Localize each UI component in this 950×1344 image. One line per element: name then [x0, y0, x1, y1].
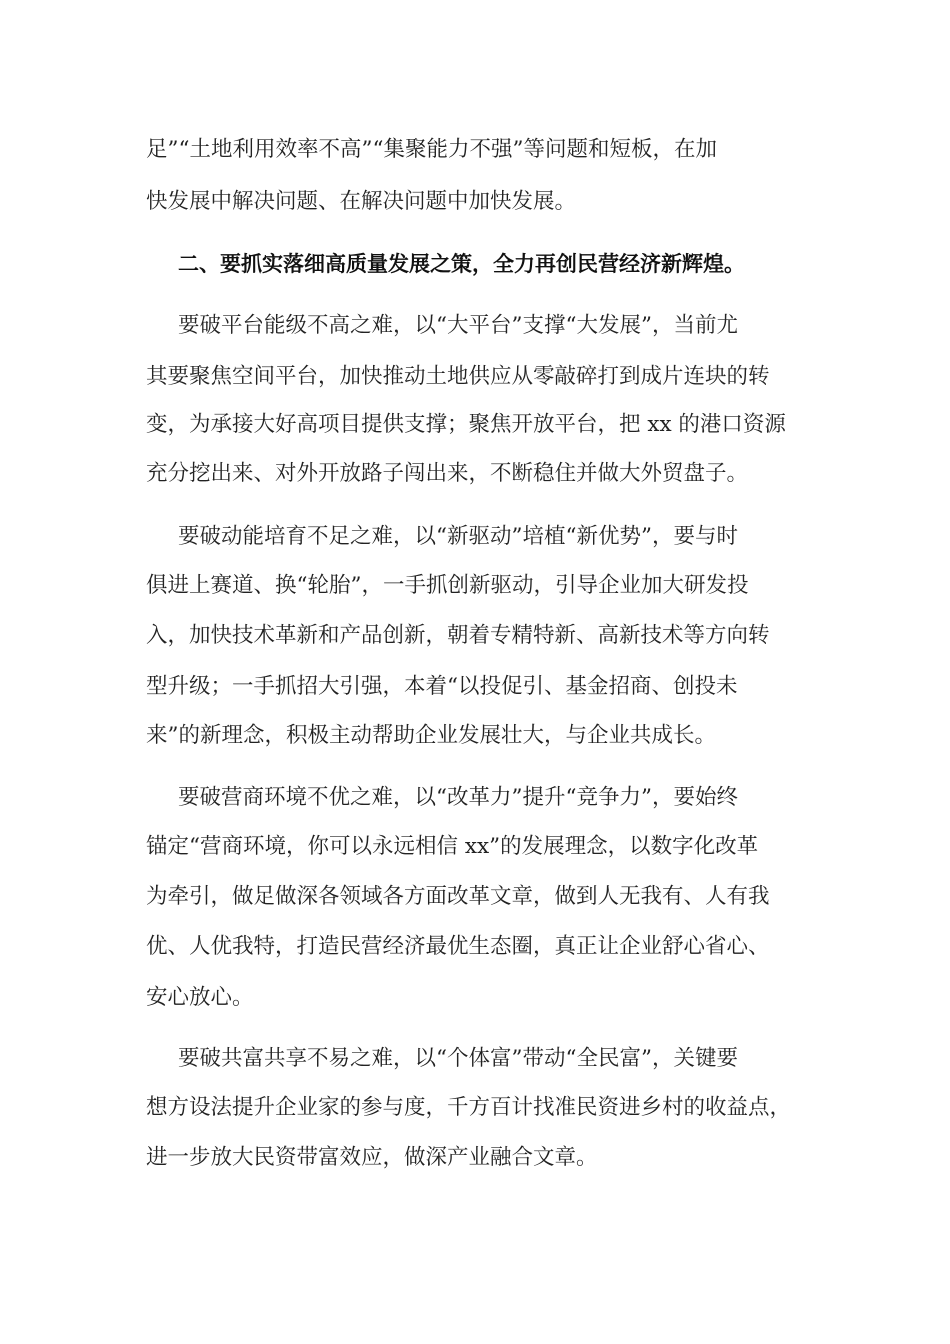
section-heading: 二、要抓实落细高质量发展之策，全力再创民营经济新辉煌。	[178, 252, 745, 276]
text-line: 想方设法提升企业家的参与度，千方百计找准民资进乡村的收益点，	[146, 1095, 792, 1120]
text-line: 要破动能培育不足之难，以“新驱动”培植“新优势”，要与时	[178, 524, 738, 549]
text-line: 快发展中解决问题、在解决问题中加快发展。	[146, 189, 577, 214]
text-line: 为牵引，做足做深各领域各方面改革文章，做到人无我有、人有我	[146, 884, 770, 909]
text-line: 锚定“营商环境，你可以永远相信 xx”的发展理念，以数字化改革	[146, 834, 759, 859]
text-line: 来”的新理念，积极主动帮助企业发展壮大，与企业共成长。	[146, 723, 716, 748]
text-line: 进一步放大民资带富效应，做深产业融合文章。	[146, 1145, 598, 1170]
text-line: 其要聚焦空间平台，加快推动土地供应从零敲碎打到成片连块的转	[146, 364, 770, 389]
text-line: 安心放心。	[146, 985, 254, 1010]
text-line: 入，加快技术革新和产品创新，朝着专精特新、高新技术等方向转	[146, 623, 770, 648]
text-line: 要破共富共享不易之难，以“个体富”带动“全民富”，关键要	[178, 1046, 738, 1071]
text-line: 足”“土地利用效率不高”“集聚能力不强”等问题和短板，在加	[146, 137, 717, 162]
text-line: 变，为承接大好高项目提供支撑；聚焦开放平台，把 xx 的港口资源	[146, 412, 786, 437]
text-line: 优、人优我特，打造民营经济最优生态圈，真正让企业舒心省心、	[146, 934, 770, 959]
text-line: 充分挖出来、对外开放路子闯出来，不断稳住并做大外贸盘子。	[146, 461, 749, 486]
text-line: 俱进上赛道、换“轮胎”，一手抓创新驱动，引导企业加大研发投	[146, 573, 749, 598]
text-line: 要破营商环境不优之难，以“改革力”提升“竞争力”，要始终	[178, 785, 738, 810]
text-line: 要破平台能级不高之难，以“大平台”支撑“大发展”，当前尤	[178, 313, 738, 338]
text-line: 型升级；一手抓招大引强，本着“以投促引、基金招商、创投未	[146, 674, 738, 699]
